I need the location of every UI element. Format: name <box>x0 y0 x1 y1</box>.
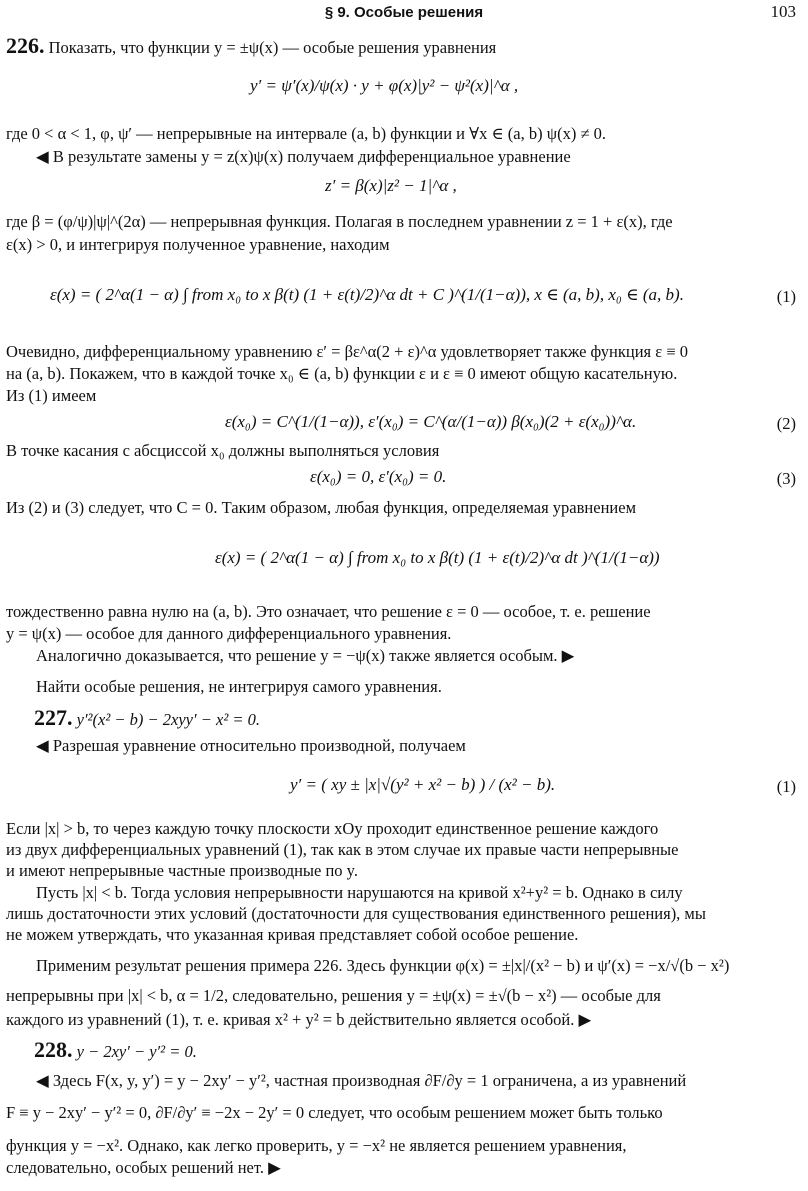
follows-line: Из (2) и (3) следует, что C = 0. Таким образом, любая функция, определяемая уравнением <box>6 498 637 517</box>
problem-226-text: Показать, что функции y = ±ψ(x) — особые решения уравнения <box>48 38 497 57</box>
paragraph-1-line-2: из двух дифференциальных уравнений (1), так как в этом случае их правые части непрерывные <box>6 840 679 859</box>
equation-226-main: y′ = ψ′(x)/ψ(x) · y + φ(x)|y² − ψ²(x)|^α , <box>250 76 519 95</box>
equation-226-2-number: (2) <box>776 414 796 433</box>
paragraph-2-line-1: Пусть |x| < b. Тогда условия непрерывности нарушаются на кривой x²+y² = b. Однако в силу <box>36 883 683 902</box>
paragraph-1-line-3: и имеют непрерывные частные производные по y. <box>6 861 358 880</box>
problem-228-number: 228. <box>34 1037 73 1062</box>
page-number: 103 <box>770 2 796 21</box>
problem-227-statement <box>34 705 798 733</box>
obvious-line-1: Очевидно, дифференциальному уравнению ε′ = βε^α(2 + ε)^α удовлетворяет также функция ε ≡ 0 <box>6 342 689 361</box>
equation-z: z′ = β(x)|z² − 1|^α , <box>325 176 457 195</box>
equation-227-1: y′ = ( xy ± |x|√(y² + x² − b) ) / (x² − b). <box>290 775 556 794</box>
problem-227-equation: y′²(x² − b) − 2xyy′ − x² = 0. <box>76 710 261 729</box>
equation-226-3: ε(x₀) = 0, ε′(x₀) = 0. <box>310 467 447 486</box>
solution-227-intro: ◀ Разрешая уравнение относительно производной, получаем <box>36 736 466 755</box>
solution-228-line-2: F ≡ y − 2xy′ − y′² = 0, ∂F/∂y′ ≡ −2x − 2y′ = 0 следует, что особым решением может быть только <box>6 1103 663 1122</box>
problem-226-statement <box>6 36 798 58</box>
task-heading: Найти особые решения, не интегрируя самого уравнения. <box>36 677 442 696</box>
identically-zero-line-2: y = ψ(x) — особое для данного дифференциального уравнения. <box>6 624 452 643</box>
paragraph-2-line-3: не можем утверждать, что указанная кривая представляет собой особое решение. <box>6 925 579 944</box>
obvious-line-2: на (a, b). Покажем, что в каждой точке x₀ ∈ (a, b) функции ε и ε ≡ 0 имеют общую касательную. <box>6 364 678 383</box>
solution-228-line-3: функция y = −x². Однако, как легко проверить, y = −x² не является решением уравнения, <box>6 1136 627 1155</box>
section-title: § 9. Особые решения <box>324 4 484 21</box>
equation-226-1-number: (1) <box>776 287 796 306</box>
paragraph-2-line-2: лишь достаточности этих условий (достаточности для существования единственного решения), мы <box>6 904 706 923</box>
equation-226-4: ε(x) = ( 2^α(1 − α) ∫ from x₀ to x β(t) (1 + ε(t)/2)^α dt )^(1/(1−α)) <box>215 548 660 567</box>
solution-228-line-4: следовательно, особых решений нет. ▶ <box>6 1158 281 1177</box>
problem-228-equation: y − 2xy′ − y′² = 0. <box>76 1042 197 1061</box>
obvious-line-3: Из (1) имеем <box>6 386 97 405</box>
beta-definition-line: где β = (φ/ψ)|ψ|^(2α) — непрерывная функция. Полагая в последнем уравнении z = 1 + ε(x), где <box>6 212 673 231</box>
touch-conditions-line: В точке касания с абсциссой x₀ должны выполняться условия <box>6 441 440 460</box>
problem-227-number: 227. <box>34 705 73 730</box>
paragraph-3-line-2: непрерывны при |x| < b, α = 1/2, следовательно, решения y = ±ψ(x) = ±√(b − x²) — особые для <box>6 986 661 1005</box>
solution-228-line-1: ◀ Здесь F(x, y, y′) = y − 2xy′ − y′², частная производная ∂F/∂y = 1 ограничена, а из уравнений <box>36 1071 687 1090</box>
paragraph-3-line-3: каждого из уравнений (1), т. е. кривая x² + y² = b действительно является особой. ▶ <box>6 1010 592 1029</box>
epsilon-line: ε(x) > 0, и интегрируя полученное уравнение, находим <box>6 235 390 254</box>
solution-226-intro: ◀ В результате замены y = z(x)ψ(x) получаем дифференциальное уравнение <box>36 147 571 166</box>
conditions-line: где 0 < α < 1, φ, ψ′ — непрерывные на интервале (a, b) функции и ∀x ∈ (a, b) ψ(x) ≠ 0. <box>6 124 606 143</box>
problem-228-statement <box>34 1037 798 1065</box>
page-header <box>0 2 808 24</box>
equation-226-2: ε(x₀) = C^(1/(1−α)), ε′(x₀) = C^(α/(1−α)) β(x₀)(2 + ε(x₀))^α. <box>225 412 637 431</box>
equation-226-3-number: (3) <box>776 469 796 488</box>
problem-226-number: 226. <box>6 36 45 58</box>
equation-226-1: ε(x) = ( 2^α(1 − α) ∫ from x₀ to x β(t) (1 + ε(t)/2)^α dt + C )^(1/(1−α)), x ∈ (a, b), x₀ ∈ (a, b). <box>50 285 684 304</box>
paragraph-3-line-1: Применим результат решения примера 226. Здесь функции φ(x) = ±|x|/(x² − b) и ψ′(x) = −x/√(b − x²) <box>36 956 730 975</box>
identically-zero-line-1: тождественно равна нулю на (a, b). Это означает, что решение ε = 0 — особое, т. е. решение <box>6 602 651 621</box>
paragraph-1-line-1: Если |x| > b, то через каждую точку плоскости xOy проходит единственное решение каждого <box>6 819 659 838</box>
equation-227-1-number: (1) <box>776 777 796 796</box>
similarly-line: Аналогично доказывается, что решение y = −ψ(x) также является особым. ▶ <box>36 646 575 665</box>
